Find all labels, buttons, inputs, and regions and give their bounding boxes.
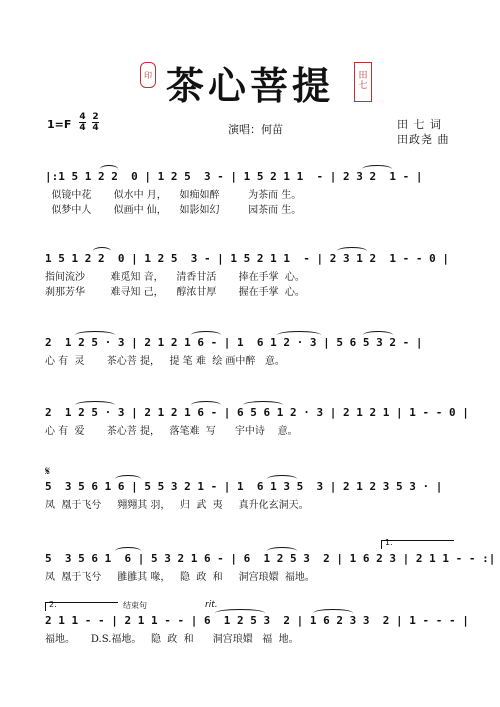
staff-line-2: [45, 252, 457, 300]
lyrics-line-2-verse-1: 指间流沙 难觅知 音， 清香甘活 捧在手掌 心。: [45, 272, 305, 283]
lyrics-line-2-verse-2: 刹那芳华 难寻知 己， 醇浓甘厚 握在手掌 心。: [45, 287, 305, 298]
song-title: 茶心菩提: [165, 62, 334, 108]
lyrics-line-1-verse-2: 似梦中人 似画中 仙， 如影如幻 园茶而 生。: [45, 205, 302, 216]
slur: [313, 609, 353, 617]
ending-phrase-label: 结束句: [123, 601, 147, 610]
notes-line-6: 5 3 5 6 1 6 | 5 3 2 1 6 - | 6 1 2 5 3 2 | 1 6 2 3 | 2 1 1 - - :|: [45, 552, 496, 565]
staff-line-7: [45, 600, 469, 647]
slur: [267, 547, 297, 555]
staff-line-4: [45, 406, 469, 439]
staff-line-1: [45, 170, 457, 218]
lyrics-line-7: 福地。 D.S.福地。 隐 政 和 洞宫琅嬛 福 地。: [45, 634, 299, 645]
slur: [191, 401, 221, 409]
slur: [75, 331, 115, 339]
time-signature-2-4: 2 4: [92, 112, 99, 133]
slur: [267, 475, 297, 483]
lyrics-line-1-verse-1: 似镜中花 似水中 月， 如痴如醉 为茶而 生。: [45, 190, 302, 201]
notes-line-5: 5 3 5 6 1 6 | 5 5 3 2 1 - | 1 6 1 3 5 3 | 2 1 2 3 5 3 · |: [45, 480, 443, 493]
slur: [100, 165, 118, 173]
lyrics-line-4: 心 有 爱 茶心菩 提， 落笔难 写 宇中诗 意。: [45, 426, 298, 437]
time-signature-4-4: 4 4: [79, 112, 86, 133]
lyrics-line-3: 心 有 灵 茶心菩 提， 提 笔 难 绘 画中醉 意。: [45, 356, 285, 367]
slur: [277, 331, 321, 339]
slur: [115, 475, 141, 483]
notes-line-4: 2 1 2 5 · 3 | 2 1 2 1 6 - | 6 5 6 1 2 · 3 | 2 1 2 1 | 1 - - 0 |: [45, 406, 469, 419]
staff-line-5: [45, 464, 457, 513]
notes-line-1: |:1 5 1 2 2 0 | 1 2 5 3 - | 1 5 2 1 1 - | 2 3 2 1 - |: [45, 170, 423, 183]
slur: [191, 331, 221, 339]
second-ending-label: 2.: [49, 600, 57, 609]
composer-credit: 田政尧 曲: [397, 133, 450, 146]
singer-credit: 演唱：何苗: [228, 123, 283, 136]
notes-line-3: 2 1 2 5 · 3 | 2 1 2 1 6 - | 1 6 1 2 · 3 | 5 6 5 3 2 - |: [45, 336, 423, 349]
slur: [363, 331, 393, 339]
segno-sign: 𝄋: [45, 464, 51, 478]
ritardando-mark: rit.: [205, 600, 218, 610]
seal-char-1: 田: [358, 71, 368, 82]
lyrics-line-5: 凤 凰于飞兮 翙翙其 羽， 归 武 夷 真升化玄洞天。: [45, 500, 309, 511]
key-signature: 1=F: [47, 118, 72, 131]
slur: [362, 165, 392, 173]
left-seal: 印: [140, 62, 156, 88]
notes-line-2: 1 5 1 2 2 0 | 1 2 5 3 - | 1 5 2 1 1 - | 2 3 1 2 1 - - 0 |: [45, 252, 449, 265]
seal-char-2: 七: [358, 81, 368, 91]
staff-line-3: [45, 336, 457, 369]
slur: [75, 401, 115, 409]
slur: [337, 247, 367, 255]
right-seal: [354, 62, 372, 102]
lyrics-line-6: 凤 凰于飞兮 雝雝其 喙， 隐 政 和 洞宫琅嬛 福地。: [45, 572, 315, 583]
first-ending-label: 1.: [385, 538, 393, 547]
staff-line-6: [45, 538, 496, 585]
slur: [115, 547, 141, 555]
slur: [215, 609, 265, 617]
slur: [243, 401, 283, 409]
lyricist-credit: 田 七 词: [397, 118, 442, 131]
slur: [93, 247, 111, 255]
notes-line-7: 2 1 1 - - | 2 1 1 - - | 6 1 2 5 3 2 | 1 6 2 3 3 2 | 1 - - - |: [45, 614, 469, 627]
